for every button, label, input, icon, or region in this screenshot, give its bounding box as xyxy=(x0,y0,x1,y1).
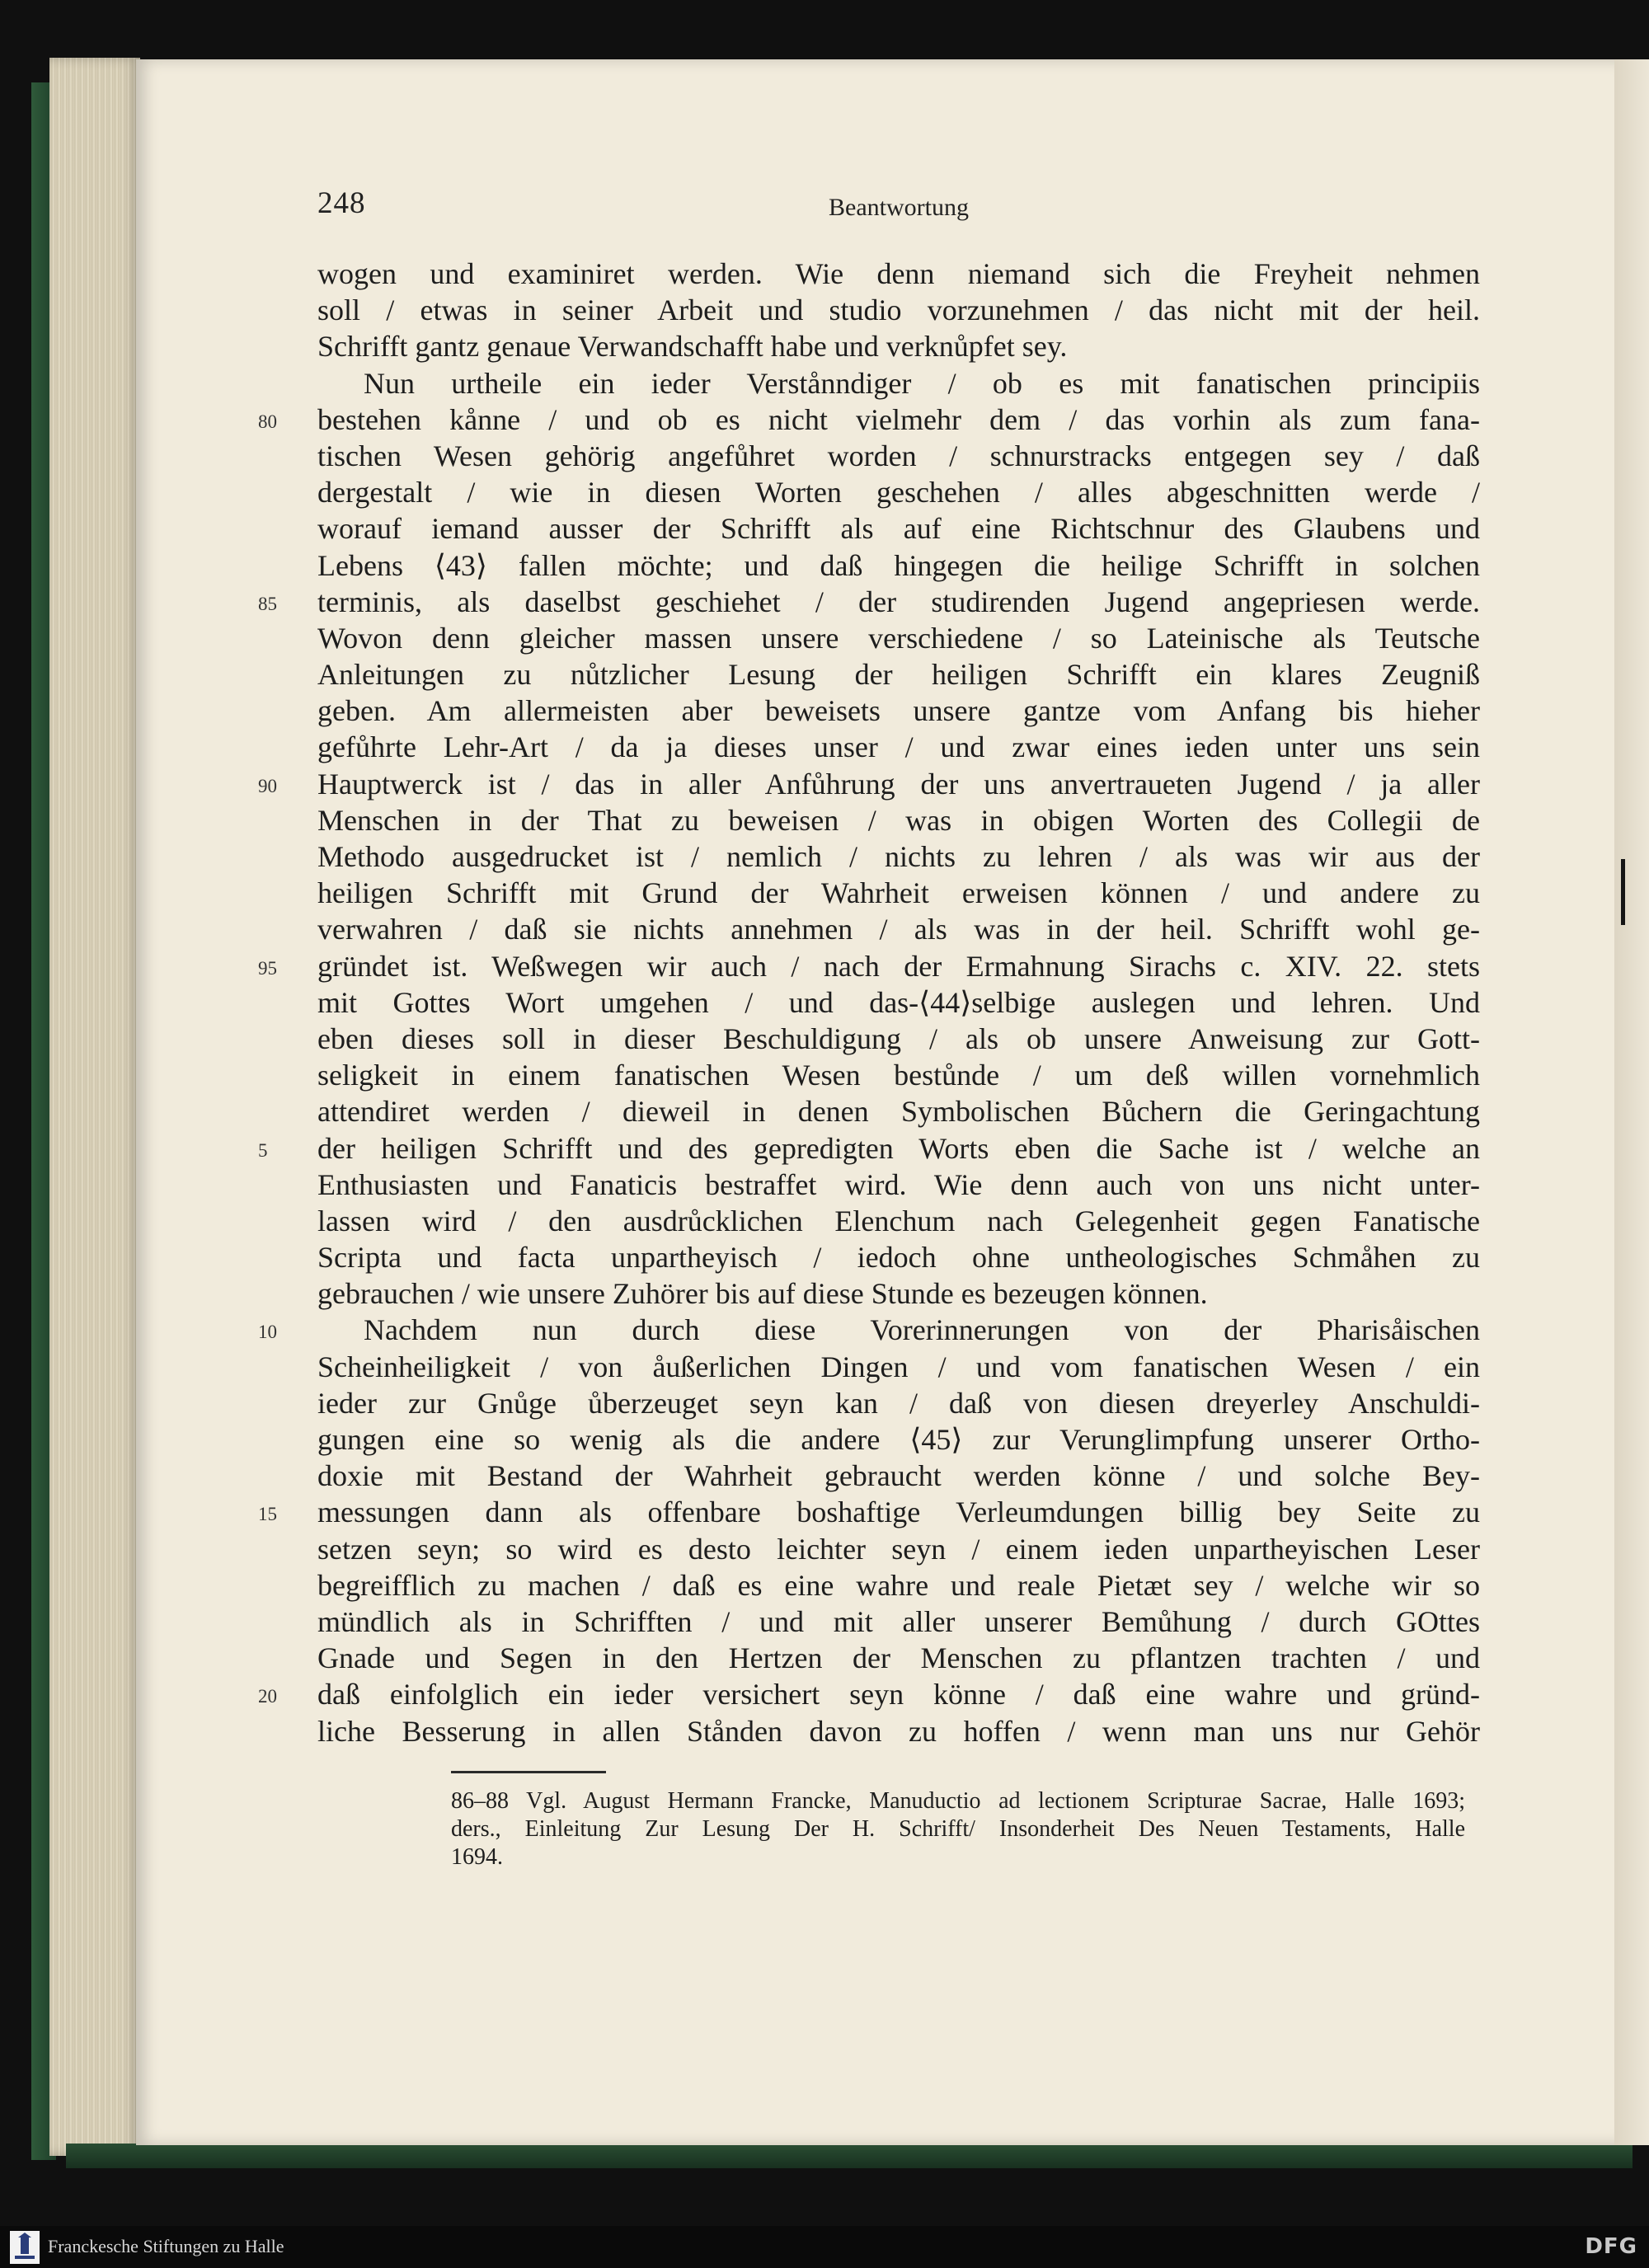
text-line xyxy=(317,656,1480,693)
text-line xyxy=(317,292,1480,328)
text-line xyxy=(317,1604,1480,1640)
text-line xyxy=(317,620,1480,656)
running-head: Beantwortung xyxy=(829,194,969,221)
line-number: 90 xyxy=(258,775,277,796)
institution-logo-icon xyxy=(10,2231,40,2264)
facing-page-strip xyxy=(1614,59,1649,2145)
text-line xyxy=(317,510,1480,547)
line-text: gebrauchen / wie unsere Zuhörer bis auf diese Stunde es bezeugen können. xyxy=(317,1277,1208,1311)
line-text: tischen Wesen gehörig angefůhret worden / schnurstracks entgegen sey / daß xyxy=(317,439,1480,472)
line-text: Wovon denn gleicher massen unsere verschiedene / so Lateinische als Teutsche xyxy=(317,621,1480,655)
text-line xyxy=(317,729,1480,765)
line-number: 80 xyxy=(258,411,277,432)
line-text: begreifflich zu machen / daß es eine wahre und reale Pietæt sey / welche wir so xyxy=(317,1568,1480,1602)
page-number: 248 xyxy=(317,186,366,220)
line-text: gefůhrte Lehr-Art / da ja dieses unser / und zwar eines ieden unter uns sein xyxy=(317,730,1480,764)
text-line xyxy=(317,1057,1480,1093)
text-line xyxy=(317,1567,1480,1604)
text-line xyxy=(317,1640,1480,1676)
line-text: liche Besserung in allen Stånden davon zu hoffen / wenn man uns nur Gehör xyxy=(317,1714,1480,1748)
line-text: dergestalt / wie in diesen Worten geschehen / alles abgeschnitten werde / xyxy=(317,476,1480,509)
text-line xyxy=(258,766,1480,802)
line-number: 5 xyxy=(258,1139,268,1161)
line-text: attendiret werden / dieweil in denen Symbolischen Bůchern die Geringachtung xyxy=(317,1095,1480,1129)
line-text: wogen und examiniret werden. Wie denn niemand sich die Freyheit nehmen xyxy=(317,257,1480,290)
text-line xyxy=(317,1203,1480,1239)
line-text: terminis, als daselbst geschiehet / der studirenden Jugend angepriesen werde. xyxy=(317,585,1480,618)
text-line xyxy=(317,256,1480,292)
line-text: gungen eine so wenig als die andere ⟨45⟩ zur Verunglimpfung unserer Ortho- xyxy=(317,1423,1480,1456)
text-line xyxy=(317,1275,1480,1312)
text-line xyxy=(258,1676,1480,1712)
line-text: Hauptwerck ist / das in aller Anfůhrung der uns anvertraueten Jugend / ja aller xyxy=(317,767,1480,801)
line-number: 95 xyxy=(258,957,277,979)
text-line xyxy=(317,547,1480,584)
line-text: Anleitungen zu nůtzlicher Lesung der heiligen Schrifft ein klares Zeugniß xyxy=(317,658,1480,692)
footnote-line: 86–88 Vgl. August Hermann Francke, Manuductio ad lectionem Scripturae Sacrae, Halle 1693; xyxy=(451,1788,1465,1814)
page-header xyxy=(317,185,1480,235)
line-text: der heiligen Schrifft und des gepredigten Worts eben die Sache ist / welche an xyxy=(317,1131,1480,1165)
footnotes xyxy=(451,1787,1465,1871)
text-line xyxy=(317,1421,1480,1458)
dfg-logo: DFG xyxy=(1585,2234,1637,2259)
text-line xyxy=(258,948,1480,984)
text-line xyxy=(317,1239,1480,1275)
text-line xyxy=(317,693,1480,729)
line-number: 15 xyxy=(258,1504,277,1525)
line-text: daß einfolglich ein ieder versichert seyn könne / daß eine wahre und gründ- xyxy=(317,1678,1480,1712)
line-text: Lebens ⟨43⟩ fallen möchte; und daß hingegen die heilige Schrifft in solchen xyxy=(317,548,1480,582)
page-marker xyxy=(1621,859,1625,925)
text-line xyxy=(317,438,1480,474)
text-line xyxy=(317,1167,1480,1203)
line-number: 85 xyxy=(258,593,277,614)
footnote-line: 1694. xyxy=(451,1844,503,1870)
line-text: setzen seyn; so wird es desto leichter seyn / einem ieden unpartheyischen Leser xyxy=(317,1532,1480,1566)
text-line xyxy=(258,401,1480,438)
line-text: heiligen Schrifft mit Grund der Wahrheit erweisen können / und andere zu xyxy=(317,876,1480,910)
line-text: eben dieses soll in dieser Beschuldigung / als ob unsere Anweisung zur Gott- xyxy=(317,1021,1480,1055)
line-text: worauf iemand ausser der Schrifft als auf eine Richtschnur des Glaubens und xyxy=(317,512,1480,546)
line-number: 20 xyxy=(258,1686,277,1707)
line-text: Scripta und facta unpartheyisch / iedoch ohne untheologisches Schmåhen zu xyxy=(317,1241,1480,1275)
text-line xyxy=(317,1713,1480,1749)
text-line xyxy=(258,1494,1480,1530)
line-text: Nun urtheile ein ieder Verstånndiger / ob es mit fanatischen principiis xyxy=(364,366,1480,400)
line-text: mündlich als in Schrifften / und mit aller unserer Bemůhung / durch GOttes xyxy=(317,1604,1480,1638)
text-line xyxy=(317,1531,1480,1567)
line-text: Scheinheiligkeit / von åußerlichen Dingen / und vom fanatischen Wesen / ein xyxy=(317,1350,1480,1383)
line-text: gründet ist. Weßwegen wir auch / nach der Ermahnung Sirachs c. XIV. 22. stets xyxy=(317,949,1480,983)
line-text: Menschen in der That zu beweisen / was in obigen Worten des Collegii de xyxy=(317,803,1480,837)
text-line xyxy=(317,474,1480,510)
line-number: 10 xyxy=(258,1322,277,1343)
line-text: Enthusiasten und Fanaticis bestraffet wird. Wie denn auch von uns nicht unter- xyxy=(317,1167,1480,1201)
text-line xyxy=(258,1130,1480,1167)
text-line xyxy=(258,584,1480,620)
text-line xyxy=(317,1385,1480,1421)
line-text: bestehen kånne / und ob es nicht vielmehr dem / das vorhin als zum fana- xyxy=(317,402,1480,436)
book-cover-bottom xyxy=(66,2144,1633,2168)
page-edges xyxy=(49,58,140,2156)
text-line xyxy=(317,365,1480,401)
line-text: seligkeit in einem fanatischen Wesen bestůnde / um deß willen vornehmlich xyxy=(317,1059,1480,1092)
line-text: messungen dann als offenbare boshaftige Verleumdungen billig bey Seite zu xyxy=(317,1496,1480,1529)
line-text: ieder zur Gnůge ůberzeuget seyn kan / daß von diesen dreyerley Anschuldi- xyxy=(317,1386,1480,1420)
viewer-footer xyxy=(0,2226,1649,2268)
text-line xyxy=(317,984,1480,1021)
line-text: Methodo ausgedrucket ist / nemlich / nichts zu lehren / als was wir aus der xyxy=(317,840,1480,873)
text-line xyxy=(317,875,1480,911)
footnote-line: ders., Einleitung Zur Lesung Der H. Schrifft/ Insonderheit Des Neuen Testaments, Halle xyxy=(451,1816,1465,1842)
institution-name: Franckesche Stiftungen zu Halle xyxy=(48,2236,284,2256)
text-line xyxy=(317,1458,1480,1494)
line-text: lassen wird / den ausdrůcklichen Elenchum nach Gelegenheit gegen Fanatische xyxy=(317,1204,1480,1237)
line-text: doxie mit Bestand der Wahrheit gebraucht werden könne / und solche Bey- xyxy=(317,1459,1480,1493)
line-text: soll / etwas in seiner Arbeit und studio vorzunehmen / das nicht mit der heil. xyxy=(317,293,1480,327)
line-text: mit Gottes Wort umgehen / und das-⟨44⟩selbige auslegen und lehren. Und xyxy=(317,985,1480,1019)
text-line xyxy=(258,1312,1480,1348)
text-line xyxy=(317,802,1480,838)
line-text: Nachdem nun durch diese Vorerinnerungen von der Pharisåischen xyxy=(364,1313,1480,1347)
line-text: Schrifft gantz genaue Verwandschafft habe und verknůpfet sey. xyxy=(317,330,1068,364)
text-line xyxy=(317,328,1480,364)
line-text: verwahren / daß sie nichts annehmen / als was in der heil. Schrifft wohl ge- xyxy=(317,913,1480,946)
line-text: geben. Am allermeisten aber beweisets unsere gantze vom Anfang bis hieher xyxy=(317,694,1480,728)
body-text xyxy=(258,256,1480,1749)
text-line xyxy=(317,1349,1480,1385)
line-text: Gnade und Segen in den Hertzen der Menschen zu pflantzen trachten / und xyxy=(317,1641,1480,1675)
text-line xyxy=(317,838,1480,875)
text-line xyxy=(317,911,1480,947)
text-line xyxy=(317,1093,1480,1129)
text-line xyxy=(317,1021,1480,1057)
footnote-rule xyxy=(451,1771,606,1773)
